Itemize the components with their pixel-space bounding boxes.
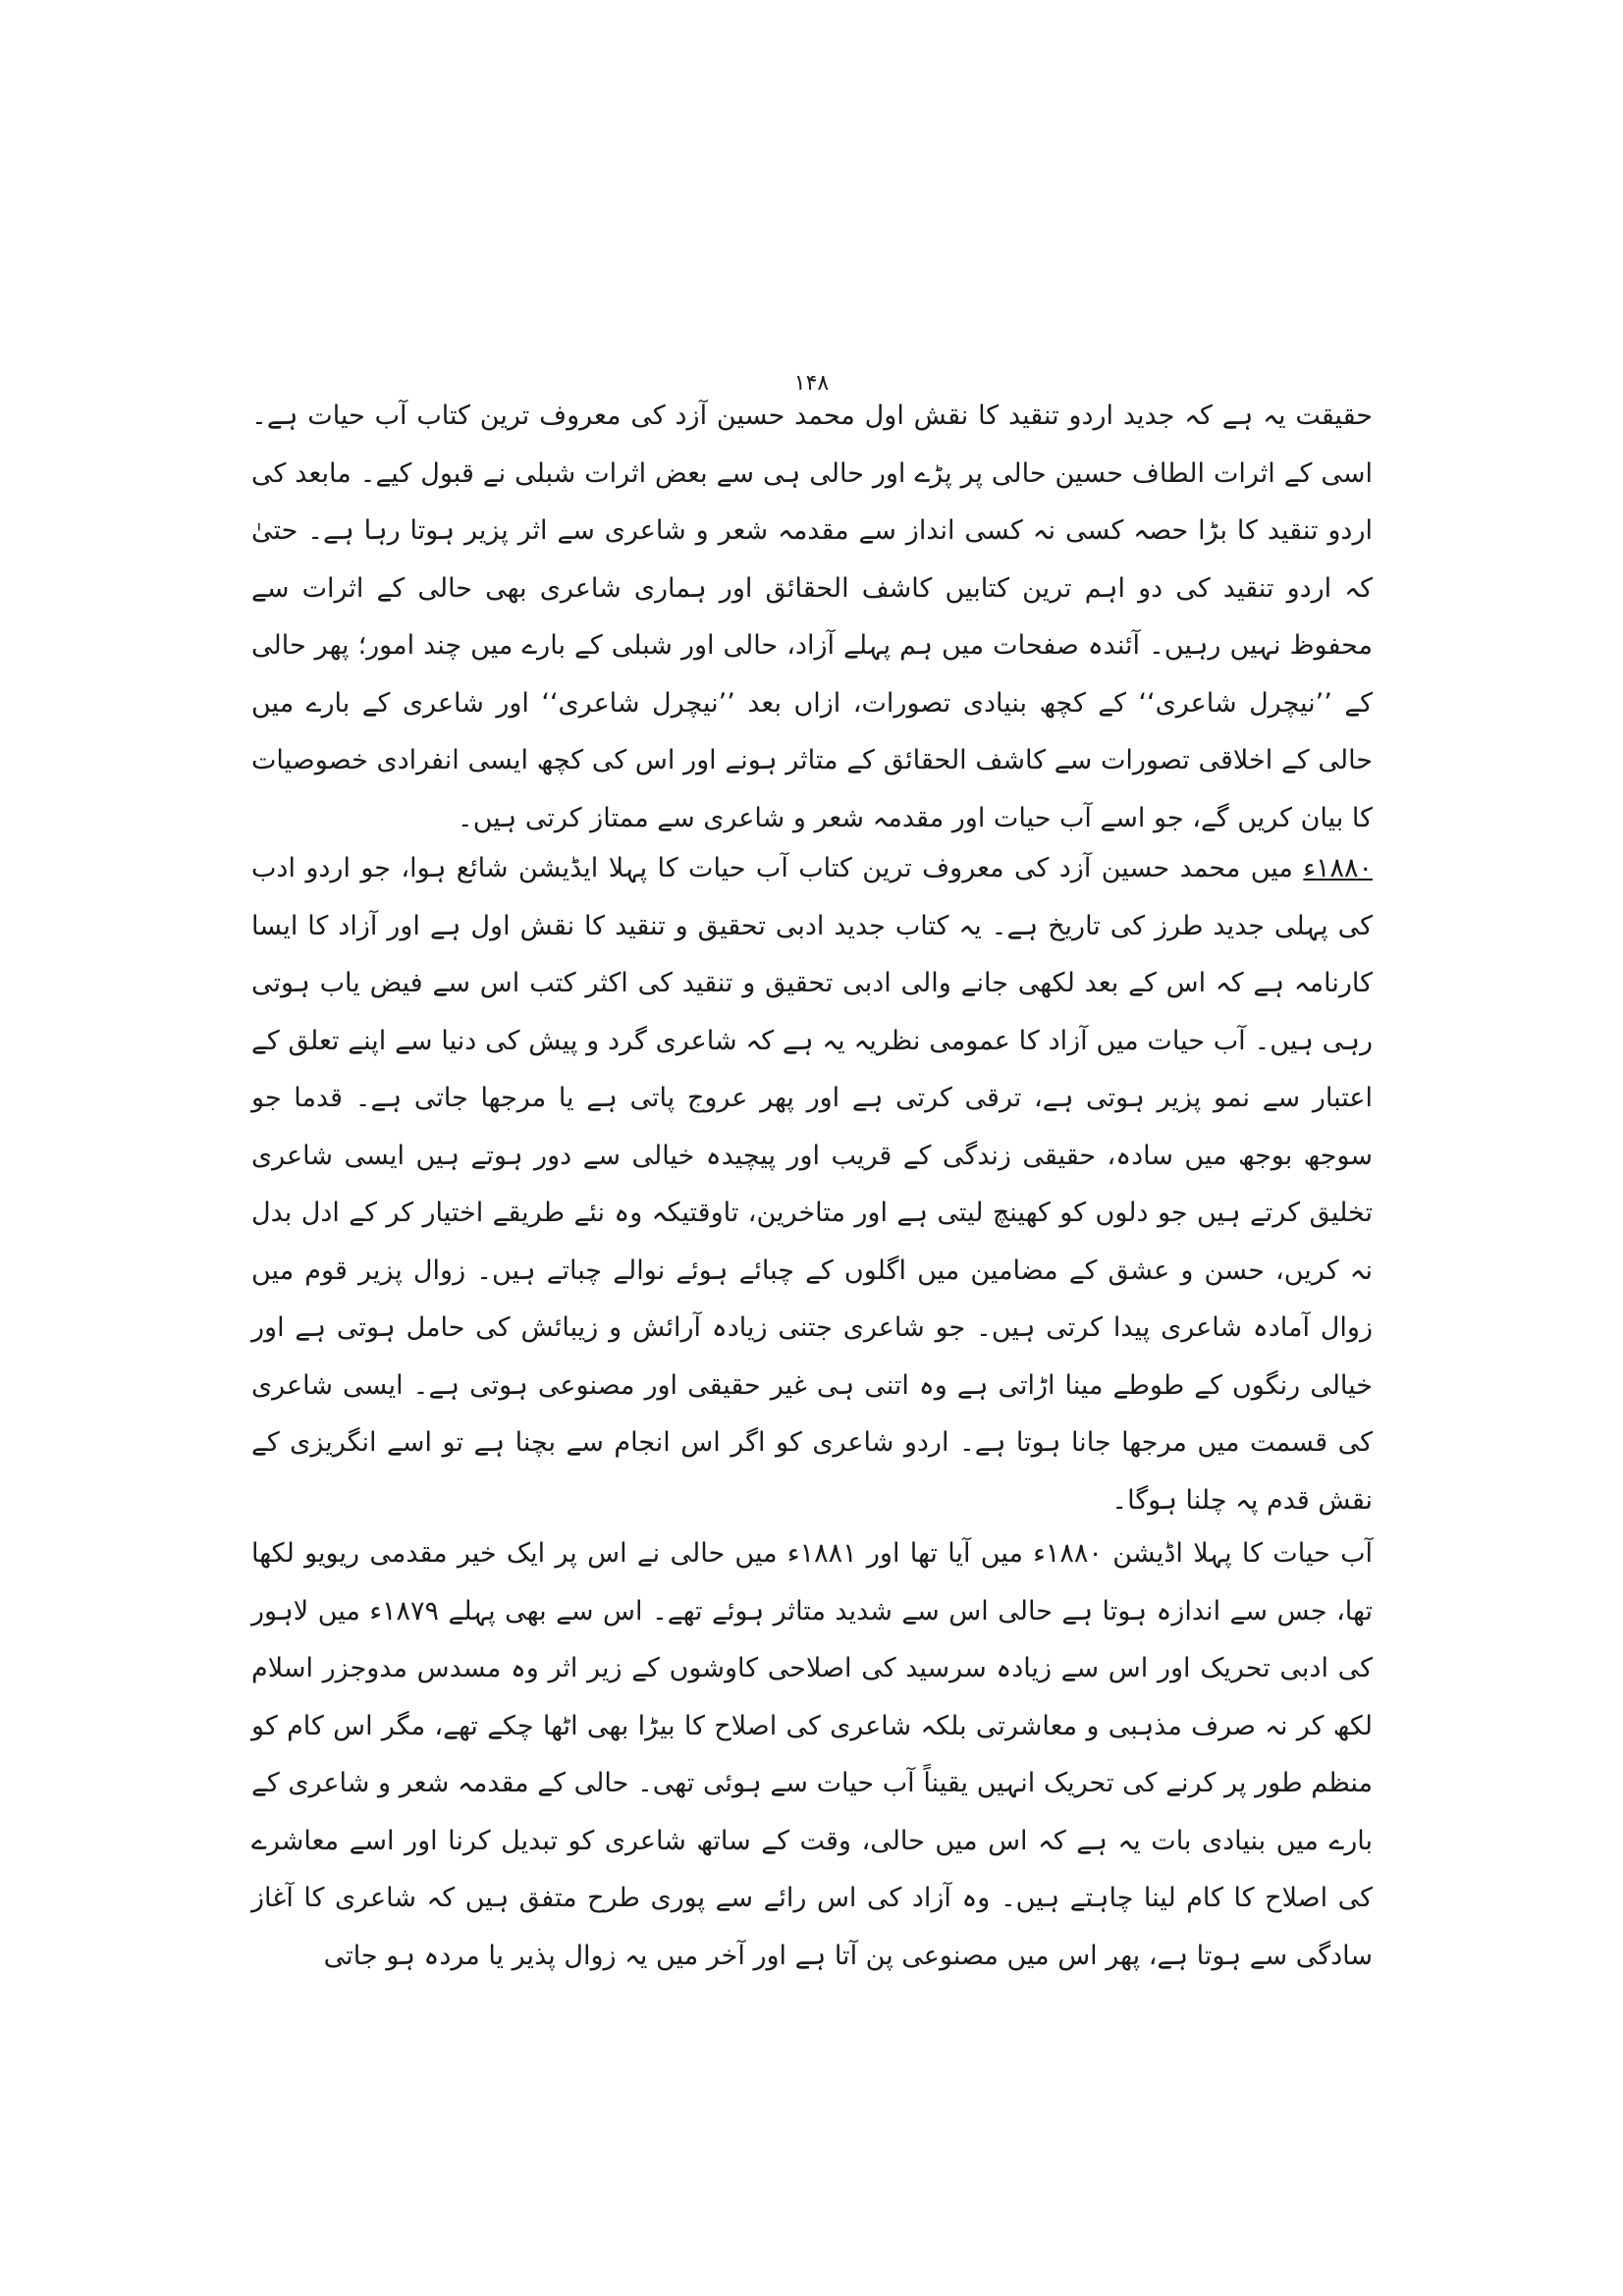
paragraph-text: آب حیات کا پہلا اڈیشن ۱۸۸۰ء میں آیا تھا اور ۱۸۸۱ء میں حالی نے اس پر ایک خیر مقدمی ریویو لکھا تھا، جس سے اندازہ ہوتا ہے حالی اس سے شدید متاثر ہوئے تھے۔ اس سے بھی پہلے ۱۸۷۹ء میں لاہور کی ادبی تحریک اور اس سے زیادہ سرسید کی اصلاحی کاوشوں کے زیر اثر وہ مسدس مدوجزر اسلام لکھ کر نہ صرف مذہبی و معاشرتی بلکہ شاعری کی اصلاح کا بیڑا بھی اٹھا چکے تھے، مگر اس کام کو منظم طور پر کرنے کی تحریک انہیں یقیناً آب حیات سے ہوئی تھی۔ حالی کے مقدمہ شعر و شاعری کے بارے میں بنیادی بات یہ ہے کہ اس میں حالی، وقت کے ساتھ شاعری کو تبدیل کرنا اور اسے معاشرے کی اصلاح کا کام لینا چاہتے ہیں۔ وہ آزاد کی اس رائے سے پوری طرح متفق ہیں کہ شاعری کا آغاز سادگی سے ہوتا ہے، پھر اس میں مصنوعی پن آتا ہے اور آخر میں یہ زوال پذیر یا مردہ ہو جاتی xyxy=(251,1538,1373,1971)
paragraph-body: میں محمد حسین آزد کی معروف ترین کتاب آب حیات کا پہلا ایڈیشن شائع ہوا، جو اردو ادب کی پہلی جدید طرز کی تاریخ ہے۔ یہ کتاب جدید ادبی تحقیق و تنقید کا نقش اول ہے اور آزاد کا ایسا کارنامہ ہے کہ اس کے بعد لکھی جانے والی ادبی تحقیق و تنقید کی اکثر کتب اس سے فیض یاب ہوتی رہی ہیں۔ آب حیات میں آزاد کا عمومی نظریہ یہ ہے کہ شاعری گرد و پیش کی دنیا سے اپنے تعلق کے اعتبار سے نمو پزیر ہوتی ہے، ترقی کرتی ہے اور پھر عروج پاتی ہے یا مرجھا جاتی ہے۔ قدما جو سوجھ بوجھ میں سادہ، حقیقی زندگی کے قریب اور پیچیدہ خیالی سے دور ہوتے ہیں ایسی شاعری تخلیق کرتے ہیں جو دلوں کو کھینچ لیتی ہے اور متاخرین، تاوقتیکہ وہ نئے طریقے اختیار کر کے ادل بدل نہ کریں، حسن و عشق کے مضامین میں اگلوں کے چبائے ہوئے نوالے چباتے ہیں۔ زوال پزیر قوم میں زوال آمادہ شاعری پیدا کرتی ہیں۔ جو شاعری جتنی زیادہ آرائش و زیبائش کی حامل ہوتی ہے اور خیالی رنگوں کے طوطے مینا اڑاتی ہے وہ اتنی ہی غیر حقیقی اور مصنوعی ہوتی ہے۔ ایسی شاعری کی قسمت میں مرجھا جانا ہوتا ہے۔ اردو شاعری کو اگر اس انجام سے بچنا ہے تو اسے انگریزی کے نقش قدم پہ چلنا ہوگا۔ xyxy=(251,853,1373,1516)
paragraph-text: حقیقت یہ ہے کہ جدید اردو تنقید کا نقش اول محمد حسین آزد کی معروف ترین کتاب آب حیات ہے۔ اسی کے اثرات الطاف حسین حالی پر پڑے اور حالی ہی سے بعض اثرات شبلی نے قبول کیے۔ مابعد کی اردو تنقید کا بڑا حصہ کسی نہ کسی انداز سے مقدمہ شعر و شاعری سے اثر پزیر ہوتا رہا ہے۔ حتیٰ کہ اردو تنقید کی دو اہم ترین کتابیں کاشف الحقائق اور ہماری شاعری بھی حالی کے اثرات سے محفوظ نہیں رہیں۔ آئندہ صفحات میں ہم پہلے آزاد، حالی اور شبلی کے بارے میں چند امور؛ پھر حالی کے ’’نیچرل شاعری‘‘ کے کچھ بنیادی تصورات، ازاں بعد ’’نیچرل شاعری‘‘ اور شاعری کے بارے میں حالی کے اخلاقی تصورات سے کاشف الحقائق کے متاثر ہونے اور اس کی کچھ ایسی انفرادی خصوصیات کا بیان کریں گے، جو اسے آب حیات اور مقدمہ شعر و شاعری سے ممتاز کرتی ہیں۔ xyxy=(251,400,1373,833)
paragraph-3 xyxy=(251,1525,1373,1985)
paragraph-text xyxy=(251,840,1373,1529)
paragraph-1 xyxy=(251,388,1373,847)
page-number: ۱۴۸ xyxy=(793,371,830,396)
paragraph-2 xyxy=(251,840,1373,1529)
year-marker: ۱۸۸۰ء xyxy=(1303,853,1373,883)
